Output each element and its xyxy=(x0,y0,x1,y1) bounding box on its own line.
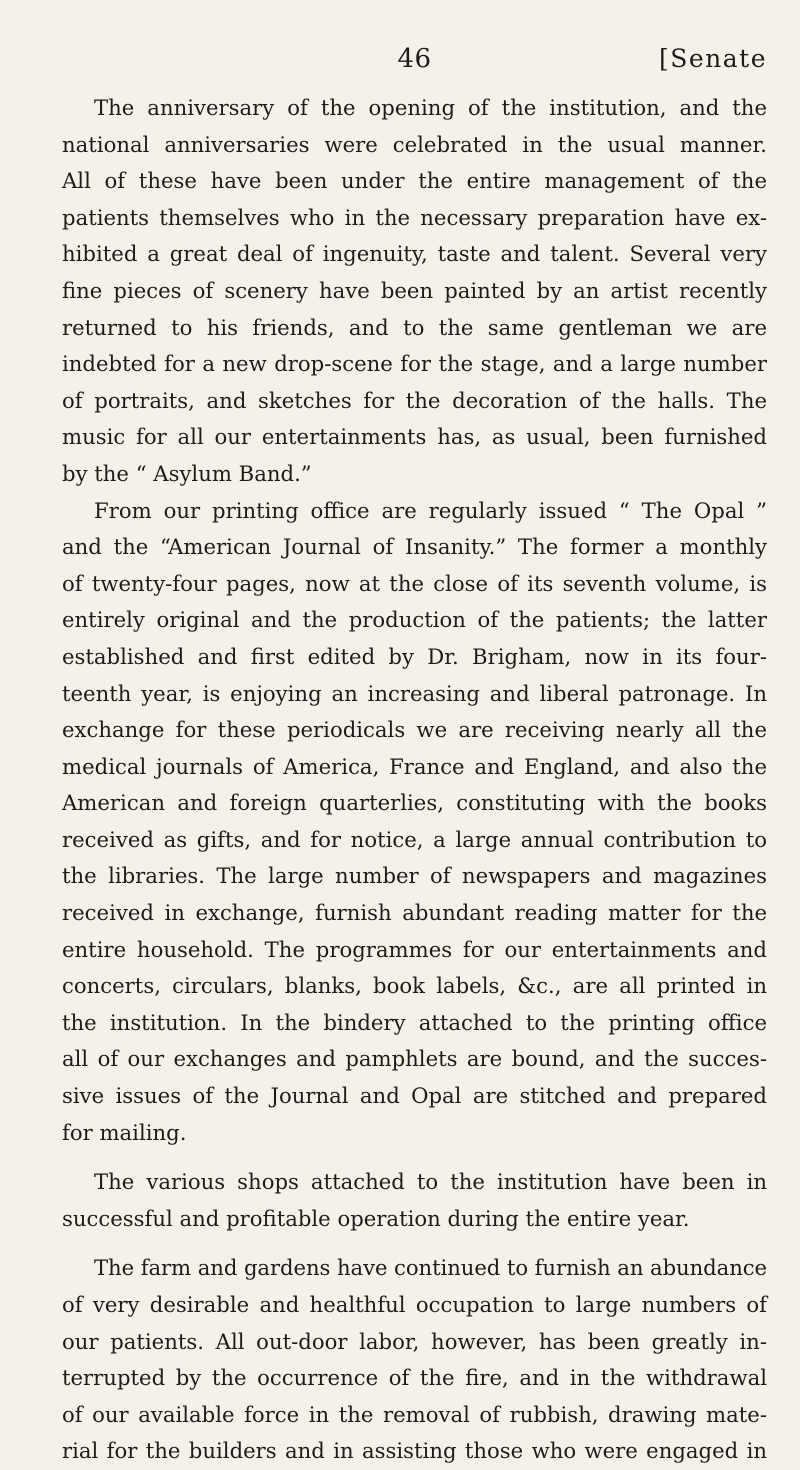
page-header xyxy=(62,44,767,84)
text-line: From our printing office are regularly issued “ The Opal ” xyxy=(94,497,767,523)
paragraph-printing-office xyxy=(62,493,767,1152)
text-line: of portraits, and sketches for the decoration of the halls. The xyxy=(62,387,767,413)
text-line: American and foreign quarterlies, constituting with the books xyxy=(62,790,767,816)
text-line: the libraries. The large number of newspapers and magazines xyxy=(62,863,767,889)
text-line: exchange for these periodicals we are receiving nearly all the xyxy=(62,717,767,743)
text-line: the institution. In the bindery attached to the printing office xyxy=(62,1009,767,1035)
text-line: teenth year, is enjoying an increasing and liberal patronage. In xyxy=(62,680,767,706)
text-line: The farm and gardens have continued to furnish an abundance xyxy=(94,1255,767,1281)
paragraph-entertainments xyxy=(62,90,767,493)
text-line: patients themselves who in the necessary preparation have ex- xyxy=(62,204,767,230)
text-line: by the “ Asylum Band.” xyxy=(62,460,312,486)
text-line: of our available force in the removal of rubbish, drawing mate- xyxy=(62,1401,767,1427)
body-text xyxy=(62,90,767,1470)
text-line: terrupted by the occurrence of the fire, and in the withdrawal xyxy=(62,1365,767,1391)
text-line: entire household. The programmes for our entertainments and xyxy=(62,936,767,962)
text-line: for mailing. xyxy=(62,1119,187,1145)
text-line: our patients. All out-door labor, however, has been greatly in- xyxy=(62,1328,767,1354)
text-line: established and first edited by Dr. Brigham, now in its four- xyxy=(62,643,767,669)
text-line: medical journals of America, France and England, and also the xyxy=(62,753,767,779)
text-line: received in exchange, furnish abundant reading matter for the xyxy=(62,900,767,926)
text-line: fine pieces of scenery have been painted by an artist recently xyxy=(62,277,767,303)
text-line: rial for the builders and in assisting those who were engaged in xyxy=(62,1438,767,1464)
text-line: received as gifts, and for notice, a large annual contribution to xyxy=(62,826,767,852)
paragraph-farm xyxy=(62,1250,767,1470)
page-number: 46 xyxy=(397,44,432,74)
text-line: sive issues of the Journal and Opal are stitched and prepared xyxy=(62,1083,767,1109)
text-line: The various shops attached to the institution have been in xyxy=(94,1169,767,1195)
text-line: All of these have been under the entire management of the xyxy=(62,168,767,194)
text-line: hibited a great deal of ingenuity, taste and talent. Several very xyxy=(62,241,767,267)
text-line: indebted for a new drop-scene for the stage, and a large number xyxy=(62,351,767,377)
text-line: entirely original and the production of the patients; the latter xyxy=(62,607,767,633)
text-line: The anniversary of the opening of the institution, and the xyxy=(94,95,767,120)
text-line: all of our exchanges and pamphlets are bound, and the succes- xyxy=(62,1046,767,1072)
text-line: successful and profitable operation during the entire year. xyxy=(62,1205,690,1231)
text-line: concerts, circulars, blanks, book labels, &c., are all printed in xyxy=(62,973,767,999)
text-line: of very desirable and healthful occupation to large numbers of xyxy=(62,1292,767,1317)
text-line: music for all our entertainments has, as usual, been furnished xyxy=(62,424,767,450)
text-line: national anniversaries were celebrated in the usual manner. xyxy=(62,131,767,157)
paragraph-shops xyxy=(62,1164,767,1237)
running-head: [Senate xyxy=(658,44,767,73)
text-line: and the “American Journal of Insanity.” The former a monthly xyxy=(62,534,767,560)
text-line: returned to his friends, and to the same gentleman we are xyxy=(62,314,767,340)
text-line: of twenty-four pages, now at the close of its seventh volume, is xyxy=(62,570,767,596)
